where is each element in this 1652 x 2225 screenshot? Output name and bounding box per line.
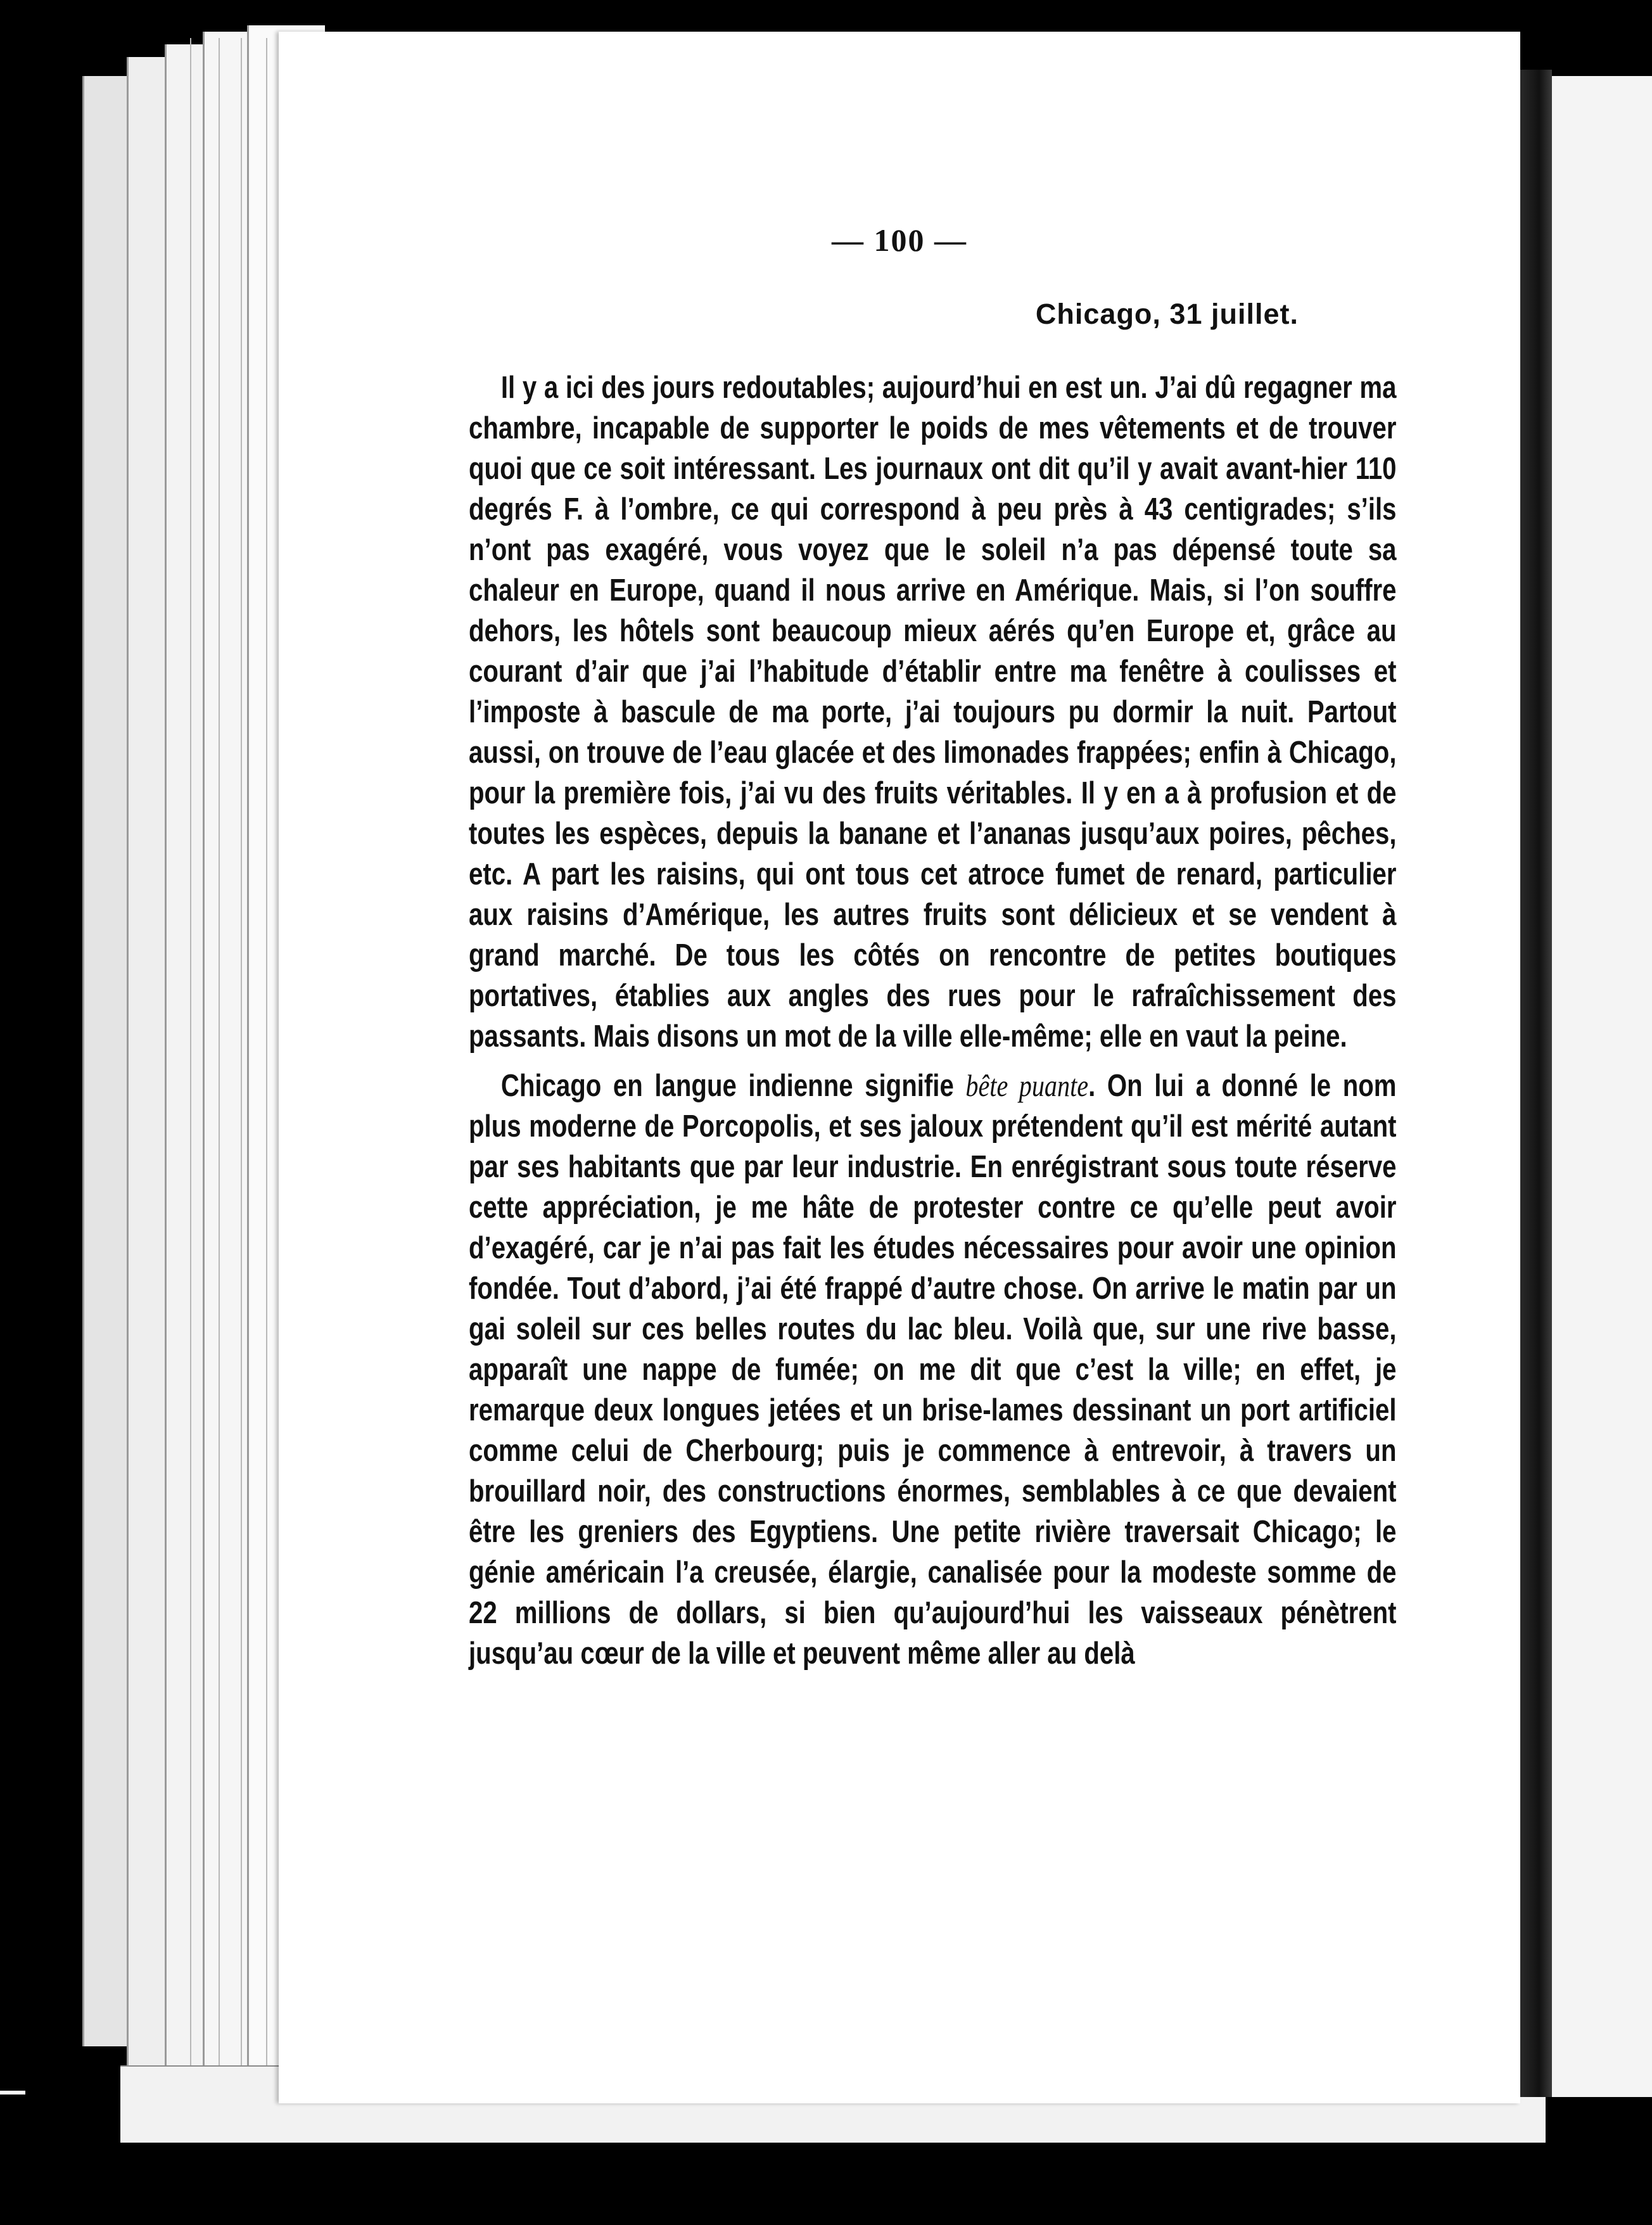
book-gutter: [1520, 70, 1552, 2097]
paragraph-2-start: Chicago en langue indienne signifie: [500, 1069, 966, 1103]
page-edge-line: [241, 38, 242, 2091]
book-page: [279, 32, 1520, 2103]
scan-mark: [0, 2091, 25, 2094]
page-edge-line: [190, 38, 191, 2091]
body-text: [469, 367, 1397, 1674]
page-edge-line: [266, 38, 267, 2091]
page-edge-line: [219, 38, 220, 2091]
paragraph-2: [469, 1066, 1397, 1674]
paragraph-2-italic: bête puante: [965, 1068, 1089, 1103]
dateline: Chicago, 31 juillet.: [1035, 298, 1299, 330]
paragraph-2-rest: . On lui a donné le nom plus moderne de Porcopolis, et ses jaloux prétendent qu’il est mérité autant par ses habitants que par leur industrie. En enrégistrant sous toute réserve cette appréciation, je me hâte de protester contre ce qu’elle peut avoir d’exagéré, car je n’ai pas fait les études nécessaires pour avoir une opinion fondée. Tout d’abord, j’ai été frappé d’autre chose. On arrive le matin par un gai soleil sur ces belles routes du lac bleu. Voilà que, sur une rive basse, apparaît une nappe de fumée; on me dit que c’est la ville; en effet, je remarque deux longues jetées et un brise-lames dessinant un port artificiel comme celui de Cherbourg; puis je commence à entrevoir, à travers un brouillard noir, des constructions énormes, semblables à ce que devaient être les greniers des Egyptiens. Une petite rivière traversait Chicago; le génie américain l’a creusée, élargie, canalisée pour la modeste somme de 22 millions de dollars, si bien qu’aujourd’hui les vaisseaux pénètrent jusqu’au cœur de la ville et peuvent même aller au delà: [469, 1069, 1397, 1671]
adjacent-page: [1546, 76, 1652, 2097]
page-number: — 100 —: [832, 222, 967, 258]
paragraph-1: Il y a ici des jours redoutables; aujourd’hui en est un. J’ai dû regagner ma chambre, incapable de supporter le poids de mes vêtements et de trouver quoi que ce soit intéressant. Les journaux ont dit qu’il y avait avant-hier 110 degrés F. à l’ombre, ce qui correspond à peu près à 43 centigrades; s’ils n’ont pas exagéré, vous voyez que le soleil n’a pas dépensé toute sa chaleur en Europe, quand il nous arrive en Amérique. Mais, si l’on souffre dehors, les hôtels sont beaucoup mieux aérés qu’en Europe et, grâce au courant d’air que j’ai l’habitude d’établir entre ma fenêtre à coulisses et l’imposte à bascule de ma porte, j’ai toujours pu dormir la nuit. Partout aussi, on trouve de l’eau glacée et des limonades frappées; enfin à Chicago, pour la première fois, j’ai vu des fruits véritables. Il y en a à profusion et de toutes les espèces, depuis la banane et l’ananas jusqu’aux poires, pêches, etc. A part les raisins, qui ont tous cet atroce fumet de renard, particulier aux raisins d’Amérique, les autres fruits sont délicieux et se vendent à grand marché. De tous les côtés on rencontre de petites boutiques portatives, établies aux angles des rues pour le rafraîchissement des passants. Mais disons un mot de la ville elle-même; elle en vaut la peine.: [469, 371, 1397, 1054]
